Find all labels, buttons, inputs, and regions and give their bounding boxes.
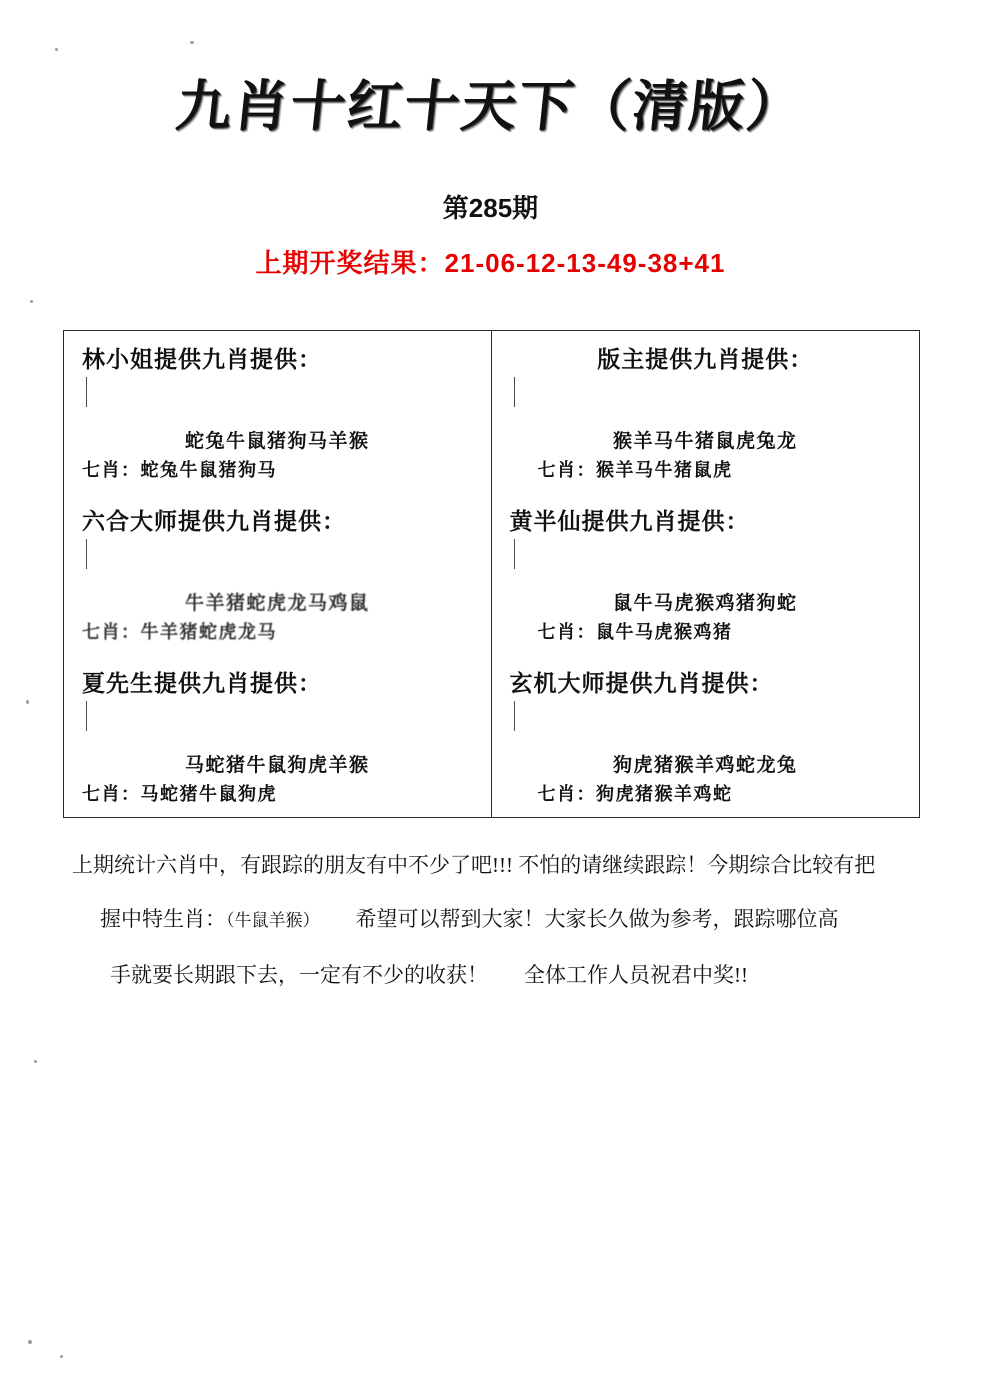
scan-speck <box>190 41 194 44</box>
divider-tick <box>514 701 515 731</box>
seven-zodiac-list: 鼠牛马虎猴鸡猪 <box>596 622 733 642</box>
footer-special-zodiac: （牛鼠羊猴） <box>226 911 320 930</box>
footer-line-2-b: 希望可以帮到大家！大家长久做为参考，跟踪哪位高 <box>355 907 839 931</box>
page-title: 九肖十红十天下（清版） <box>173 74 807 138</box>
seven-zodiac-label: 七肖： <box>537 460 596 480</box>
seven-zodiac-list: 牛羊猪蛇虎龙马 <box>140 622 277 642</box>
seven-zodiac-list: 马蛇猪牛鼠狗虎 <box>140 784 277 804</box>
nine-zodiac-list: 蛇兔牛鼠猪狗马羊猴 <box>184 431 370 452</box>
seven-zodiac-label: 七肖： <box>82 622 141 642</box>
prediction-block <box>492 331 920 493</box>
scan-speck <box>30 300 33 303</box>
nine-zodiac-list: 猴羊马牛猪鼠虎兔龙 <box>612 431 798 452</box>
seven-zodiac-row <box>82 780 277 806</box>
divider-tick <box>86 539 87 569</box>
predictions-column-left <box>64 331 492 817</box>
nine-zodiac-list: 牛羊猪蛇虎龙马鸡鼠 <box>184 593 370 614</box>
seven-zodiac-row <box>82 456 277 482</box>
seven-zodiac-row <box>538 618 733 644</box>
prediction-block <box>64 493 491 655</box>
seven-zodiac-row <box>538 780 733 806</box>
divider-tick <box>86 377 87 407</box>
provider-heading: 版主提供九肖提供： <box>597 347 814 372</box>
footer-note <box>72 838 912 1002</box>
predictions-table <box>63 330 920 818</box>
seven-zodiac-row <box>538 456 733 482</box>
draw-result-label: 上期开奖结果： <box>255 248 445 278</box>
seven-zodiac-list: 蛇兔牛鼠猪狗马 <box>140 460 277 480</box>
seven-zodiac-list: 猴羊马牛猪鼠虎 <box>596 460 733 480</box>
prediction-block <box>64 331 491 493</box>
provider-heading: 黄半仙提供九肖提供： <box>509 509 750 534</box>
prediction-block <box>492 655 920 817</box>
seven-zodiac-row <box>82 618 277 644</box>
seven-zodiac-label: 七肖： <box>82 460 141 480</box>
scan-speck <box>55 48 58 51</box>
footer-line-2-a: 握中特生肖： <box>100 907 226 931</box>
scan-speck <box>28 1340 32 1344</box>
prediction-block <box>64 655 491 817</box>
issue-number: 第285期 <box>442 193 539 223</box>
footer-line-1: 上期统计六肖中，有跟踪的朋友有中不少了吧!!! 不怕的请继续跟踪！今期综合比较有把 <box>72 853 876 877</box>
scan-speck <box>34 1060 37 1063</box>
prediction-block <box>492 493 920 655</box>
predictions-column-right <box>492 331 920 817</box>
draw-result <box>0 243 981 280</box>
divider-tick <box>86 701 87 731</box>
scan-speck <box>60 1355 63 1358</box>
draw-result-numbers: 21-06-12-13-49-38+41 <box>444 248 726 278</box>
footer-line-2 <box>72 892 912 948</box>
nine-zodiac-list: 马蛇猪牛鼠狗虎羊猴 <box>184 755 370 776</box>
document-title-wrapper <box>0 62 981 141</box>
seven-zodiac-label: 七肖： <box>537 784 596 804</box>
seven-zodiac-list: 狗虎猪猴羊鸡蛇 <box>596 784 733 804</box>
nine-zodiac-list: 狗虎猪猴羊鸡蛇龙兔 <box>612 755 798 776</box>
provider-heading: 夏先生提供九肖提供： <box>82 671 322 696</box>
seven-zodiac-label: 七肖： <box>537 622 596 642</box>
footer-line-3-b: 全体工作人员祝君中奖!! <box>524 963 748 987</box>
seven-zodiac-label: 七肖： <box>82 784 141 804</box>
footer-line-3 <box>72 948 912 1002</box>
divider-tick <box>514 377 515 407</box>
provider-heading: 林小姐提供九肖提供： <box>82 347 322 372</box>
footer-line-3-a: 手就要长期跟下去，一定有不少的收获！ <box>110 963 488 987</box>
scan-speck <box>26 700 29 704</box>
provider-heading: 玄机大师提供九肖提供： <box>509 671 774 696</box>
divider-tick <box>514 539 515 569</box>
nine-zodiac-list: 鼠牛马虎猴鸡猪狗蛇 <box>612 593 798 614</box>
provider-heading: 六合大师提供九肖提供： <box>82 509 346 534</box>
